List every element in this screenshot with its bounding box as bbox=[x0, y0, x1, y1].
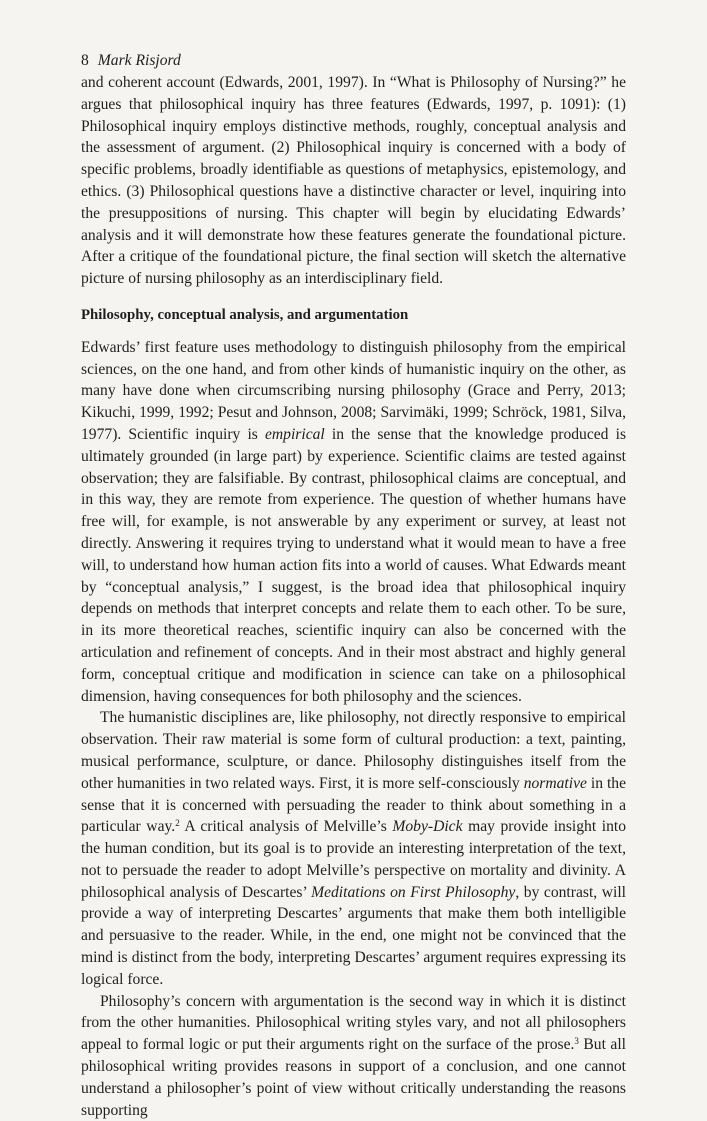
p3-text-b: But all philosophical writing provides reasons in support of a conclusion, and one cannot understand a philosopher’s point of view without critically understanding the reasons supporting bbox=[81, 1036, 626, 1119]
section-heading: Philosophy, conceptual analysis, and argumentation bbox=[81, 306, 409, 323]
title-moby-dick: Moby-Dick bbox=[392, 818, 463, 836]
body-paragraph-2 bbox=[81, 707, 626, 990]
book-page bbox=[81, 50, 626, 1121]
emphasis-empirical: empirical bbox=[265, 425, 325, 443]
p2-text-d: may provide insight into the human condition, but its goal is to provide an interesting interpretation of the text, not to persuade the reader to adopt Melville’s perspective on mortality and divinity. A philosophical analysis of Descartes’ bbox=[81, 818, 626, 901]
p3-text-a: Philosophy’s concern with argumentation is the second way in which it is distinct from the other humanities. Philosophical writing styles vary, and not all philosophers appeal to formal logic or put their arguments right on the surface of the prose. bbox=[81, 992, 626, 1054]
body-paragraph-1 bbox=[81, 337, 626, 708]
p1-text-b: in the sense that the knowledge produced is ultimately grounded (in large part) by experience. Scientific claims are tested against observation; they are falsifiable. By contrast, philosophical claims are conceptual, and in this way, they are remote from experience. The question of whether humans have free will, for example, is not answerable by any experiment or survey, at least not directly. Answering it requires trying to understand what it would mean to have a free will, to understand how human action fits into a world of causes. What Edwards meant by “conceptual analysis,” I suggest, is the broad idea that philosophical inquiry depends on methods that interpret concepts and relate them to each other. To be sure, in its more theoretical reaches, scientific inquiry can also be concerned with the articulation and refinement of concepts. And in their most abstract and highly general form, conceptual critique and modification in science can take on a philosophical dimension, having consequences for both philosophy and the sciences. bbox=[81, 425, 627, 705]
p2-text-a: The humanistic disciplines are, like philosophy, not directly responsive to empirical observation. Their raw material is some form of cultural production: a text, painting, musical performance, sculpture, or dance. Philosophy distinguishes itself from the other humanities in two related ways. First, it is more self-consciously bbox=[81, 709, 626, 792]
p2-text-b: in the sense that it is concerned with persuading the reader to think about something in a particular way. bbox=[81, 774, 626, 836]
p2-text-c: A critical analysis of Melville’s bbox=[179, 818, 393, 836]
emphasis-normative: normative bbox=[523, 774, 587, 792]
p1-text-a: Edwards’ first feature uses methodology to distinguish philosophy from the empirical sciences, on the one hand, and from other kinds of humanistic inquiry on the other, as many have done when circumscribing nursing philosophy (Grace and Perry, 2013; Kikuchi, 1999, 1992; Pesut and Johnson, 2008; Sarvimäki, 1999; Schröck, 1981, Silva, 1977). Scientific inquiry is bbox=[81, 338, 626, 443]
footnote-marker-3[interactable]: 3 bbox=[574, 1036, 579, 1047]
running-head-author: Mark Risjord bbox=[97, 52, 181, 69]
title-meditations: Meditations on First Philosophy bbox=[311, 883, 516, 901]
page-number: 8 bbox=[81, 52, 89, 69]
body-paragraph-3 bbox=[81, 991, 626, 1121]
footnote-marker-2[interactable]: 2 bbox=[175, 818, 180, 829]
intro-paragraph: and coherent account (Edwards, 2001, 1997). In “What is Philosophy of Nursing?” he argues that philosophical inquiry has three features (Edwards, 1997, p. 1091): (1) Philosophical inquiry employs distinctive methods, roughly, conceptual analysis and the assessment of argument. (2) Philosophical inquiry is concerned with a body of specific problems, broadly identifiable as questions of metaphysics, epistemology, and ethics. (3) Philosophical questions have a distinctive character or level, inquiring into the presuppositions of nursing. This chapter will begin by elucidating Edwards’ analysis and it will demonstrate how these features generate the foundational picture. After a critique of the foundational picture, the final section will sketch the alternative picture of nursing philosophy as an interdisciplinary field. bbox=[81, 74, 626, 288]
running-head bbox=[81, 50, 626, 72]
p2-text-e: , by contrast, will provide a way of interpreting Descartes’ arguments that make them both intelligible and persuasive to the reader. While, in the end, one might not be convinced that the mind is distinct from the body, interpreting Descartes’ argument requires expressing its logical force. bbox=[81, 883, 626, 988]
